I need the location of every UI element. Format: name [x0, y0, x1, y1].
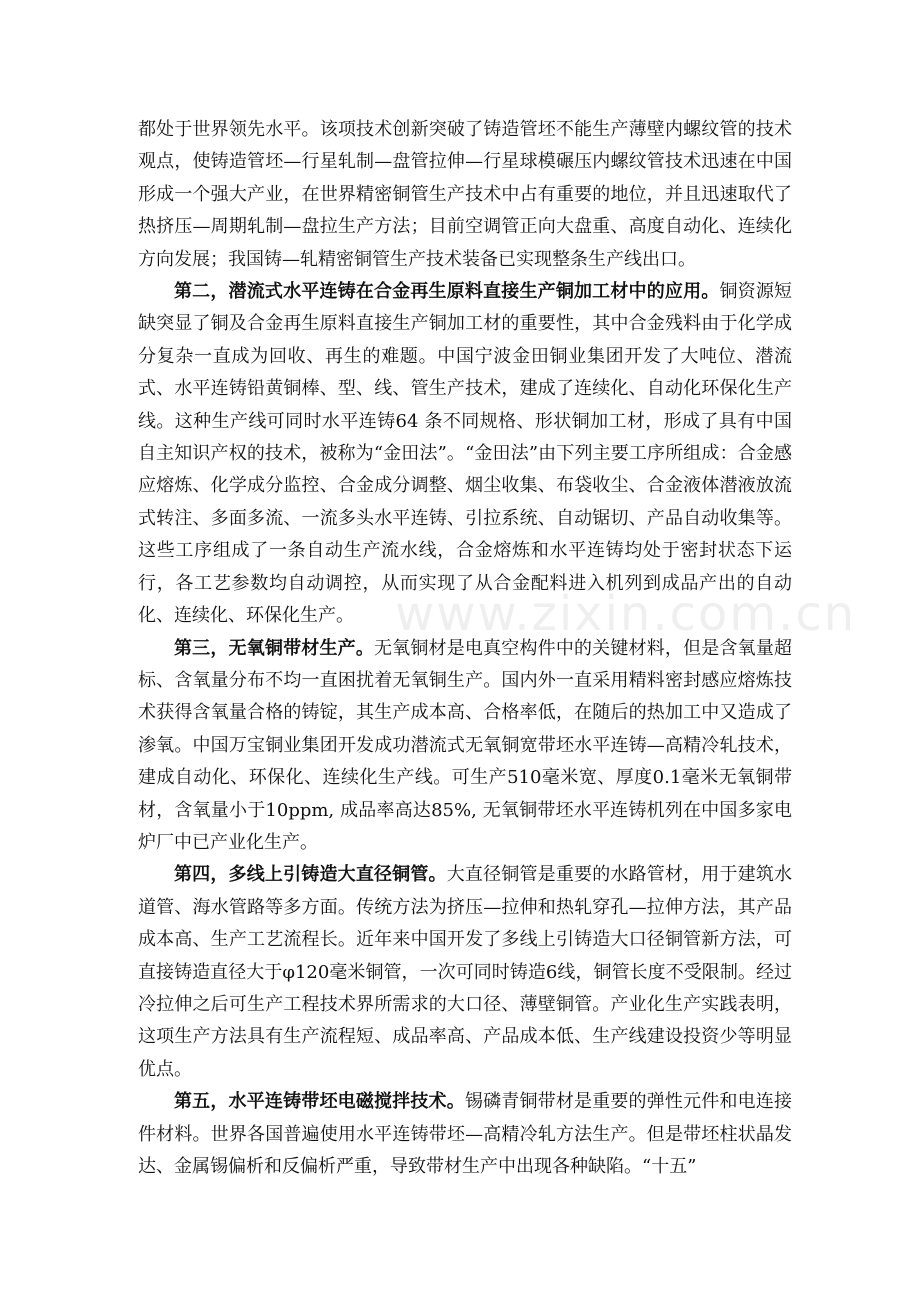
paragraph-3 [138, 633, 792, 860]
watermark: www.zixin.com.cn [395, 586, 857, 642]
paragraph-5-text: 锡磷青铜带材是重要的弹性元件和电连接件材料。世界各国普遍使用水平连铸带坯—高精冷轧方法生产。但是带坯柱状晶发达、金属锡偏析和反偏析严重，导致带材生产中出现各种缺陷。“十五” [138, 1091, 793, 1177]
paragraph-4 [138, 859, 792, 1086]
paragraph-3-text: 无氧铜材是电真空构件中的关键材料，但是含氧量超标、含氧量分布不均一直困扰着无氧铜生产。国内外一直采用精料密封感应熔炼技术获得含氧量合格的铸锭，其生产成本高、合格率低，在随后的热加工中又造成了渗氧。中国万宝铜业集团开发成功潜流式无氧铜宽带坯水平连铸—高精冷轧技术，建成自动化、环保化、连续化生产线。可生产510毫米宽、厚度0.1毫米无氧铜带材，含氧量小于10ppm, 成品率高达85%, 无氧铜带坯水平连铸机列在中国多家电炉厂中已产业化生产。 [138, 637, 792, 853]
paragraph-5-heading: 第五，水平连铸带坯电磁搅拌技术。 [174, 1091, 465, 1113]
paragraph-3-heading: 第三，无氧铜带材生产。 [174, 637, 374, 659]
paragraph-5 [138, 1086, 792, 1183]
paragraph-2-text: 铜资源短缺突显了铜及合金再生原料直接生产铜加工材的重要性，其中合金残料由于化学成分复杂一直成为回收、再生的难题。中国宁波金田铜业集团开发了大吨位、潜流式、水平连铸铅黄铜棒、型、线、管生产技术，建成了连续化、自动化环保化生产线。这种生产线可同时水平连铸64 条不同规格、形状铜加工材，形成了具有中国自主知识产权的技术，被称为“金田法”。“金田法”由下列主要工序所组成：合金感应熔炼、化学成分监控、合金成分调整、烟尘收集、布袋收尘、合金液体潜液放流式转注、多面多流、一流多头水平连铸、引拉系统、自动锯切、产品自动收集等。这些工序组成了一条自动生产流水线，合金熔炼和水平连铸均处于密封状态下运行，各工艺参数均自动调控，从而实现了从合金配料进入机列到成品产出的自动化、连续化、环保化生产。 [138, 281, 792, 627]
document-body [138, 114, 792, 1183]
paragraph-4-text: 大直径铜管是重要的水路管材，用于建筑水道管、海水管路等多方面。传统方法为挤压—拉伸和热轧穿孔—拉伸方法，其产品成本高、生产工艺流程长。近年来中国开发了多线上引铸造大口径铜管新方法，可直接铸造直径大于φ120毫米铜管，一次可同时铸造6线，铜管长度不受限制。经过冷拉伸之后可生产工程技术界所需求的大口径、薄壁铜管。产业化生产实践表明，这项生产方法具有生产流程短、成品率高、产品成本低、生产线建设投资少等明显优点。 [138, 864, 793, 1080]
paragraph-2 [138, 276, 792, 632]
paragraph-1 [138, 114, 792, 276]
paragraph-1-text: 都处于世界领先水平。该项技术创新突破了铸造管坯不能生产薄壁内螺纹管的技术观点，使铸造管坯—行星轧制—盘管拉伸—行星球模碾压内螺纹管技术迅速在中国形成一个强大产业，在世界精密铜管生产技术中占有重要的地位，并且迅速取代了热挤压—周期轧制—盘拉生产方法；目前空调管正向大盘重、高度自动化、连续化方向发展；我国铸—轧精密铜管生产技术装备已实现整条生产线出口。 [138, 119, 792, 270]
paragraph-4-heading: 第四，多线上引铸造大直径铜管。 [174, 864, 447, 886]
paragraph-2-heading: 第二，潜流式水平连铸在合金再生原料直接生产铜加工材中的应用。 [174, 281, 720, 303]
